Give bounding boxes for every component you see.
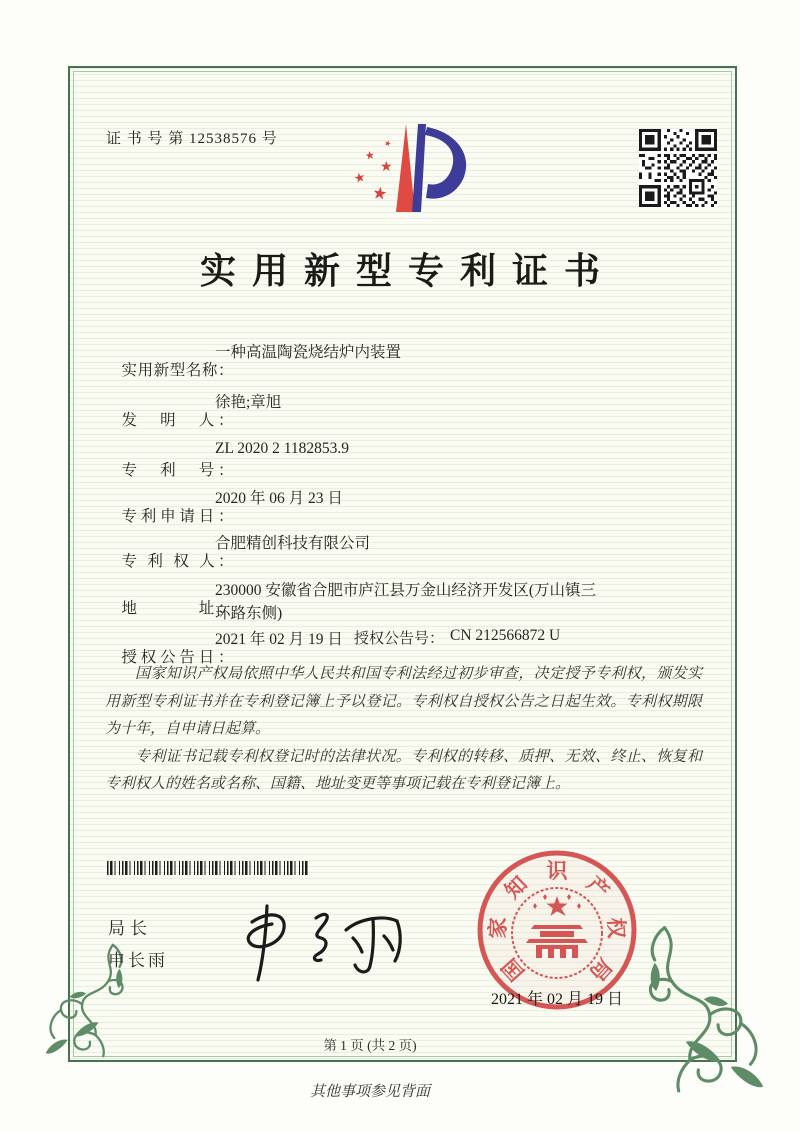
director-signature — [234, 898, 414, 988]
cnipa-logo-icon — [338, 114, 484, 240]
star-icon: ★ — [382, 138, 393, 149]
barcode — [107, 861, 308, 875]
director-title-label: 局长 — [108, 919, 152, 938]
back-side-note: 其他事项参见背面 — [309, 1084, 430, 1100]
field-value: 合肥精创科技有限公司 — [215, 535, 371, 552]
field-value: 徐艳;章旭 — [215, 394, 282, 411]
seal-char: 家 — [485, 917, 511, 939]
field-label: 专 利 权 人： — [121, 553, 234, 570]
field-label: 地 址： — [121, 600, 234, 617]
field-value: ZL 2020 2 1182853.9 — [215, 440, 350, 457]
seal-char: 产 — [582, 871, 614, 904]
field-label: 授权公告日： — [121, 649, 234, 666]
star-icon: ★ — [352, 169, 368, 188]
seal-char: 权 — [603, 917, 629, 939]
star-icon: ★ — [380, 159, 393, 175]
star-icon: ★ — [363, 148, 376, 163]
seal-char: 知 — [500, 871, 532, 904]
page-number: 第 1 页 (共 2 页) — [323, 1038, 417, 1053]
certificate-number: 证 书 号 第 12538576 号 — [106, 131, 278, 147]
corner-flourish-icon — [628, 922, 780, 1098]
field-value: 一种高温陶瓷烧结炉内装置 — [215, 344, 402, 361]
field-label: 授权公告号： — [354, 631, 445, 647]
legal-paragraph-1: 国家知识产权局依照中华人民共和国专利法经过初步审查，决定授予专利权，颁发实用新型专利证书并在专利登记簿上予以登记。专利权自授权公告之日起生效。专利权期限为十年，自申请日起算。 — [105, 666, 702, 737]
field-label: 发 明 人： — [121, 412, 234, 429]
field-value: 230000 安徽省合肥市庐江县万金山经济开发区(万山镇三 — [215, 582, 597, 599]
qr-code — [639, 129, 717, 207]
grant-date-stamp: 2021 年 02 月 19 日 — [491, 991, 624, 1008]
legal-paragraph-2: 专利证书记载专利权登记时的法律状况。专利权的转移、质押、无效、终止、恢复和专利权人的姓名或名称、国籍、地址变更等事项记载在专利登记簿上。 — [105, 748, 702, 792]
field-label: 实用新型名称： — [121, 362, 234, 379]
field-value: 2021 年 02 月 19 日 — [215, 631, 343, 648]
field-label: 专利申请日： — [121, 508, 234, 525]
seal-char: 局 — [584, 953, 617, 986]
director-name-label: 申长雨 — [108, 951, 168, 970]
field-value: 2020 年 06 月 23 日 — [215, 490, 343, 507]
legal-text-block — [105, 661, 702, 799]
seal-char: 识 — [546, 859, 568, 883]
field-label: 专 利 号： — [121, 462, 234, 479]
field-value: 环路东侧) — [215, 605, 283, 622]
seal-char: 国 — [497, 953, 530, 986]
star-icon: ★ — [370, 183, 389, 205]
field-value: CN 212566872 U — [450, 627, 561, 644]
certificate-title: 实用新型专利证书 — [199, 251, 616, 291]
